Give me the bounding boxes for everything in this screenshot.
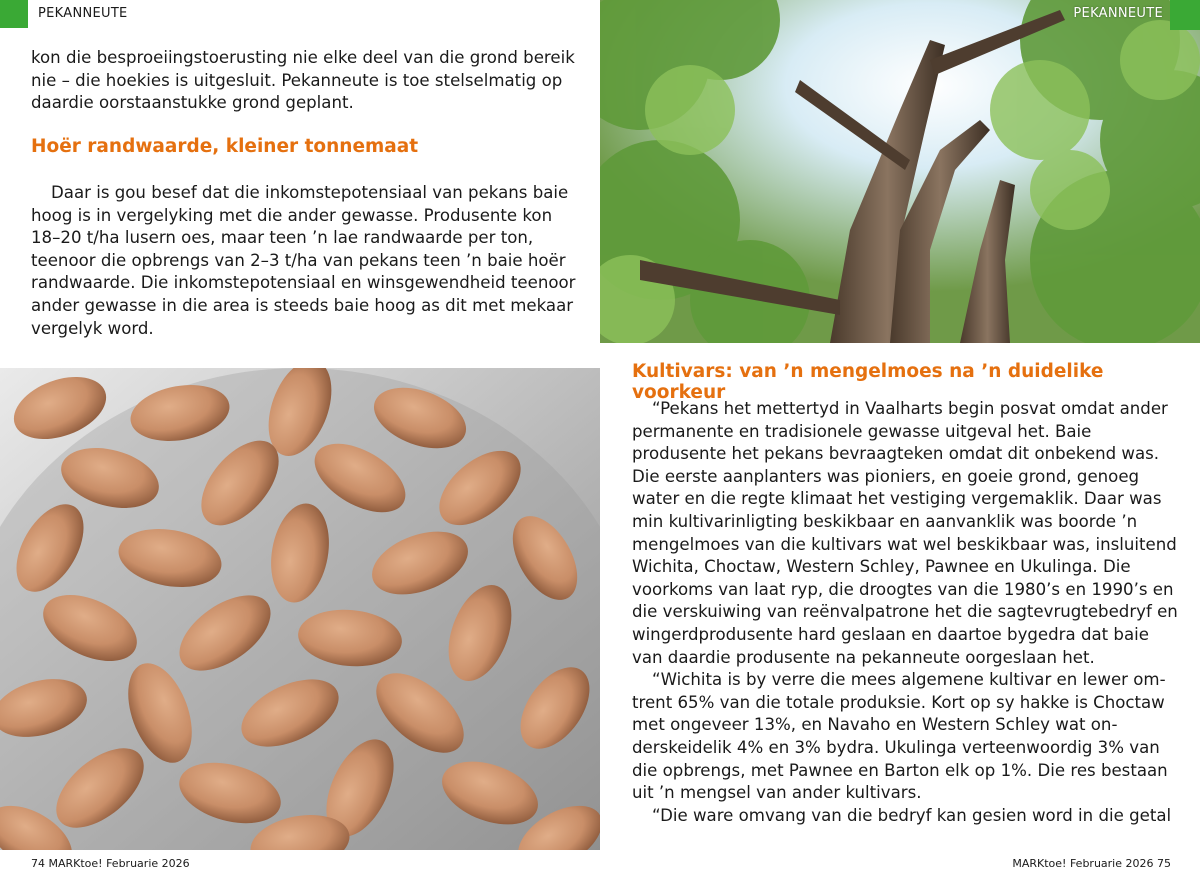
page-footer-right: MARKtoe! Februarie 2026 75 xyxy=(1012,857,1171,870)
body-paragraph: “Die ware omvang van die bedryf kan gesien word in die getal xyxy=(652,805,1172,825)
body-paragraph: “Wichita is by verre die mees algemene kultivar en lewer omtrent 65% van die totale produksie. Kort op sy hakke is Choctaw met ongeveer 13%, en Navaho en Western Schley wat onderskeidelik 4% en 3% bydra. Ukulinga verteenwoordig 3% van die opbrengs, met Pawnee en Barton elk op 1%. Die res bestaan uit ’n mengsel van ander kultivars. xyxy=(632,670,1168,803)
pecan-tree-canopy-photo xyxy=(600,0,1200,343)
section-label: PEKANNEUTE xyxy=(1073,6,1163,21)
body-text-block xyxy=(632,398,1180,827)
section-heading: Kultivars: van ’n mengelmoes na ’n duidelike voorkeur xyxy=(632,361,1104,403)
section-heading: Hoër randwaarde, kleiner tonnemaat xyxy=(31,136,419,157)
body-paragraph: Daar is gou besef dat die inkomstepotensiaal van pekans baie hoog is in vergelyking met die ander gewasse. Produsente kon 18–20 t/ha lusern oes, maar teen ’n lae randwaarde per ton, teenoor die opbrengs van 2–3 t/ha van pekans teen ’n baie hoër randwaarde. Die inkomstepotensiaal en winsgewendheid teenoor ander gewasse in die area is steeds baie hoog as dit met mekaar vergelyk word. xyxy=(31,183,576,338)
section-tab-marker xyxy=(0,0,28,28)
intro-paragraph: kon die besproeiingstoerusting nie elke deel van die grond bereik nie – die hoekies is uitgesluit. Pekanneute is toe stelselmatig op daardie oorstaanstukke grond geplant. xyxy=(31,48,575,113)
section-label: PEKANNEUTE xyxy=(38,6,128,21)
section-tab-marker xyxy=(1170,0,1200,30)
right-page xyxy=(600,0,1200,879)
page-footer-left: 74 MARKtoe! Februarie 2026 xyxy=(31,857,190,870)
body-paragraph: “Pekans het mettertyd in Vaalharts begin posvat omdat ander permanente en tradisionele gewasse uitgeval het. Baie produsente het pekans bevraagteken omdat dit onbekend was. Die eerste aanplanters was pioniers, en goeie grond, genoeg water en die regte klimaat het vestiging vergemaklik. Daar was min kultivarinligting beskikbaar en aanvanklik was boorde ’n mengelmoes van die kultivars wat wel beskikbaar was, insluitend Wichita, Choctaw, Western Schley, Pawnee en Ukulinga. Die voorkoms van laat ryp, die droogtes van die 1980’s en 1990’s en die verskuiwing van reënvalpatrone het die sagtevrugtebedryf en wingerdprodusente hard geslaan en daartoe bygedra dat baie van daardie produsente na pekanneute oorgeslaan het. xyxy=(632,399,1178,667)
pecan-nuts-photo xyxy=(0,368,600,850)
